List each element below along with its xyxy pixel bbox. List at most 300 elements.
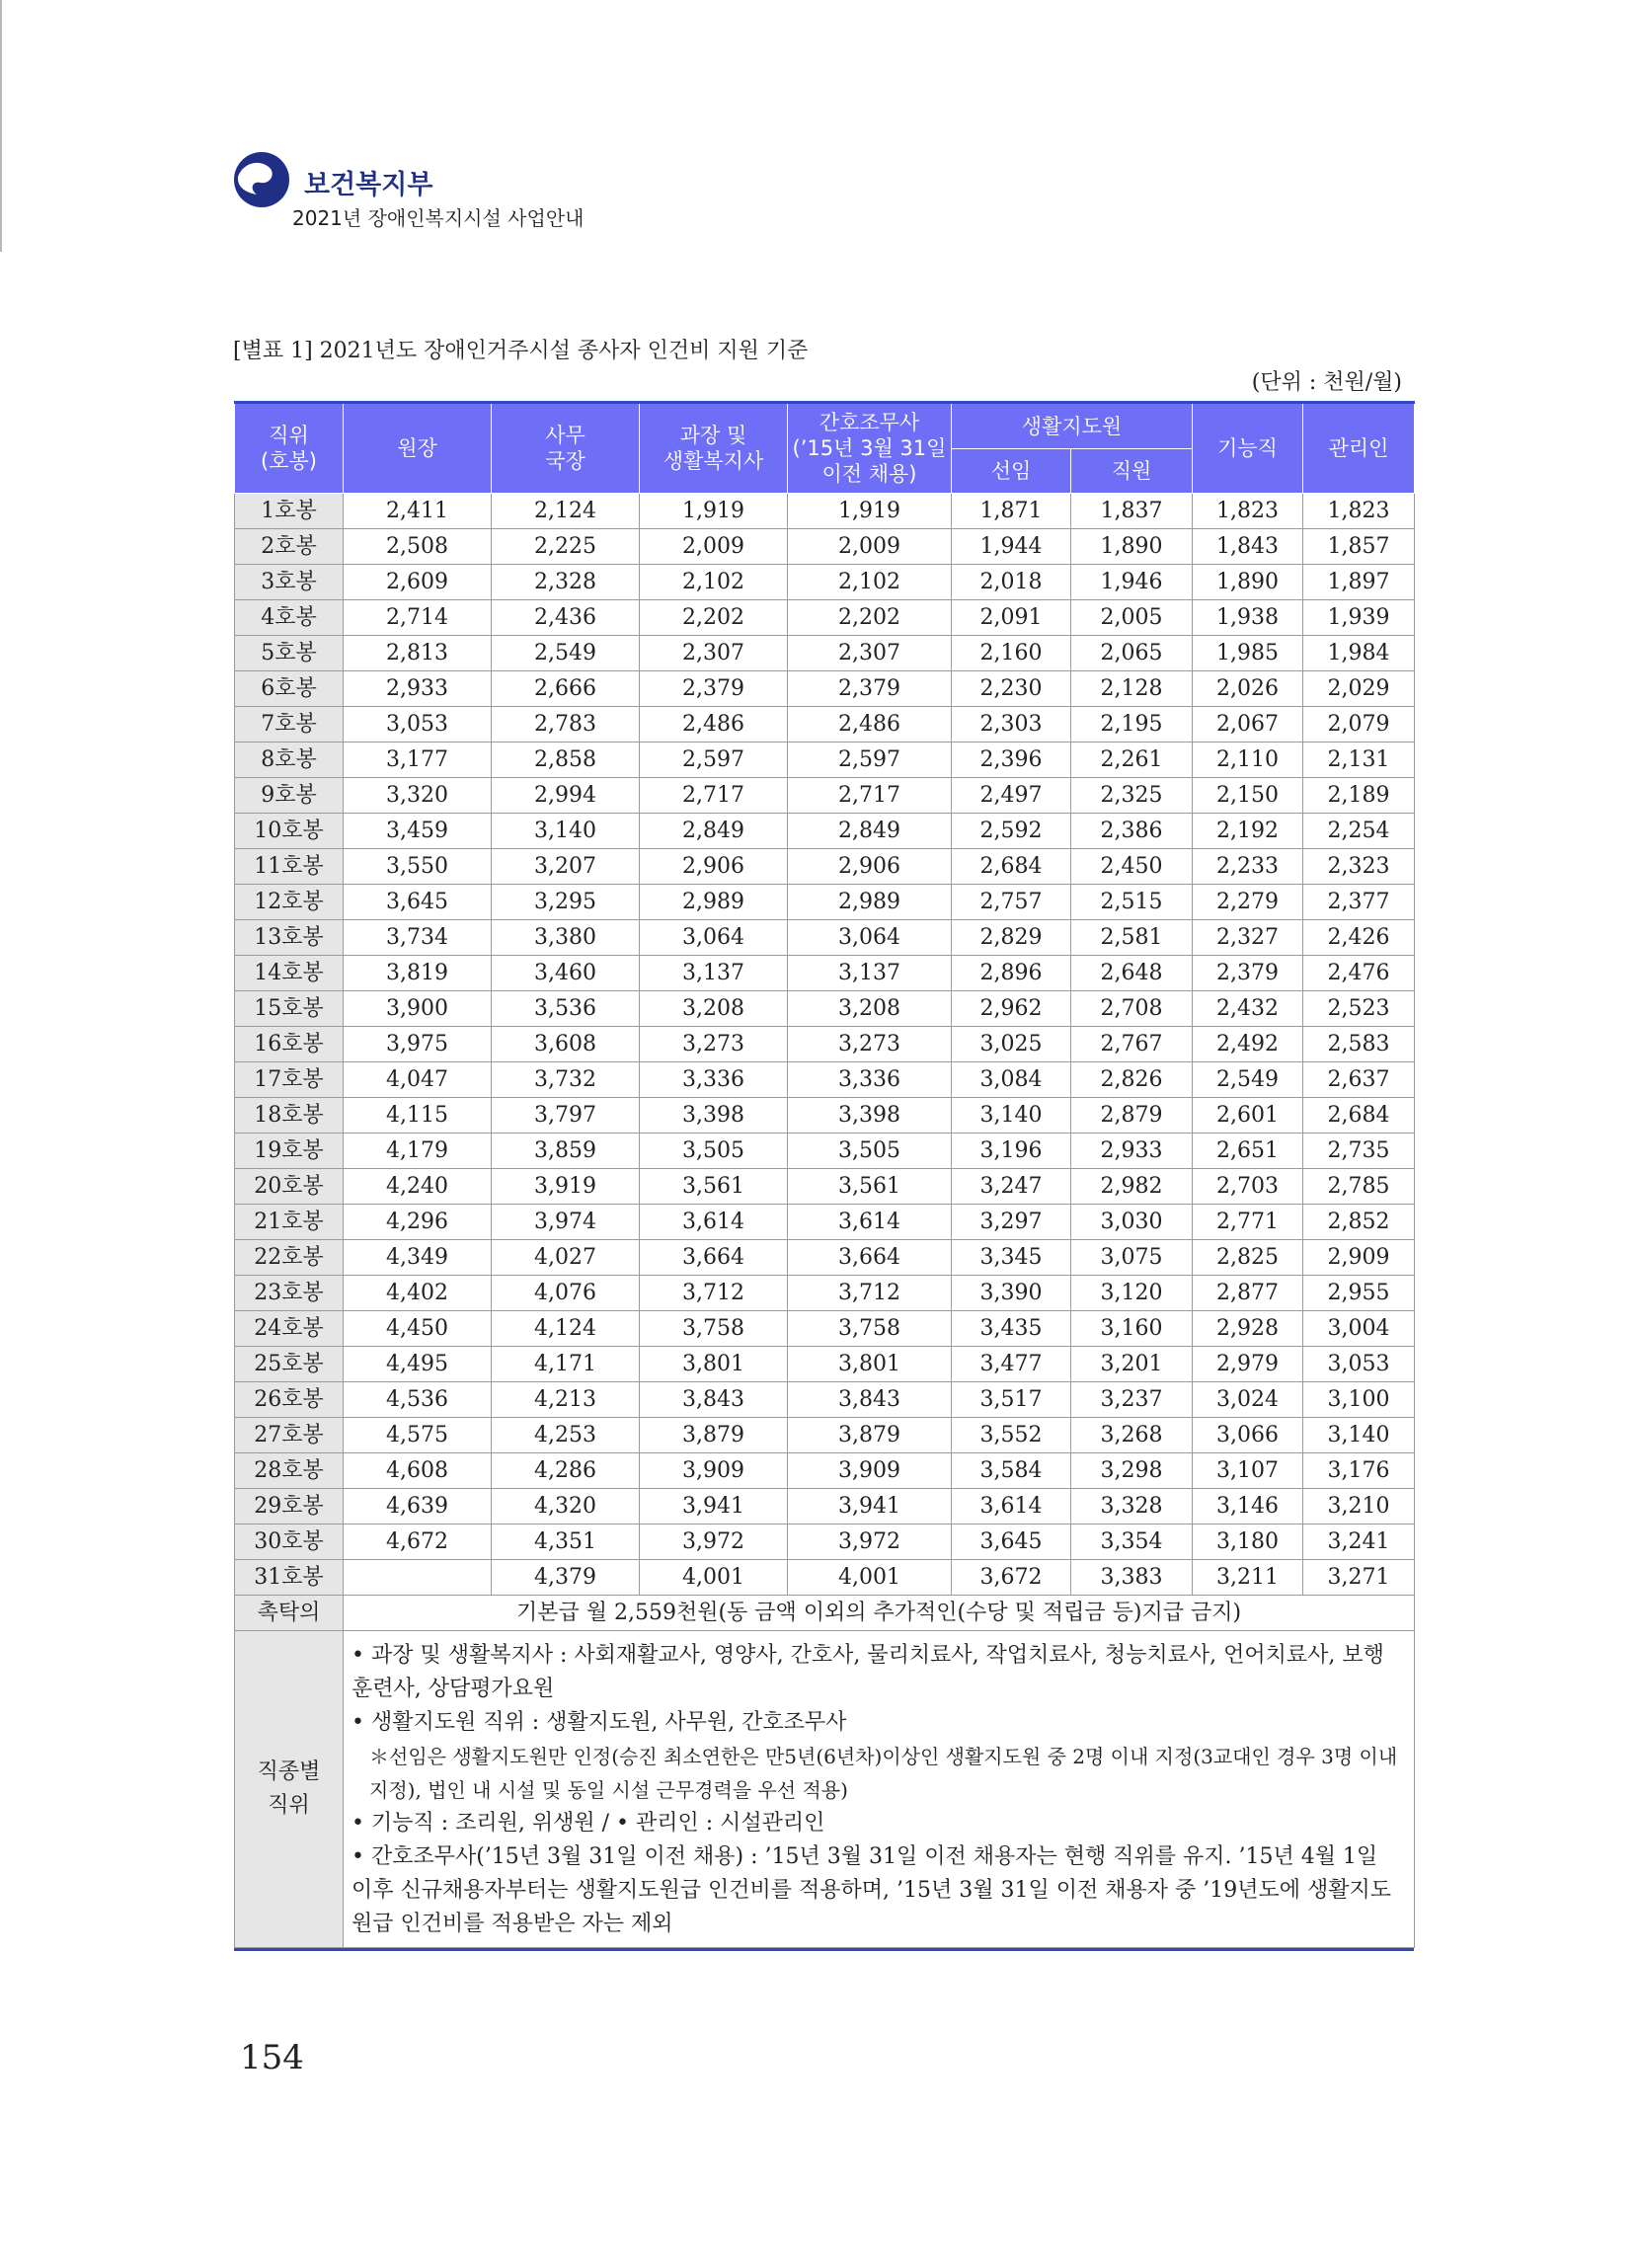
- value-cell: 2,009: [640, 529, 788, 565]
- value-cell: 4,047: [344, 1062, 492, 1098]
- value-cell: 2,684: [1303, 1098, 1415, 1134]
- table-row: [235, 885, 1415, 920]
- table-row: [235, 1276, 1415, 1311]
- table-row: [235, 1525, 1415, 1560]
- value-cell: 3,137: [640, 956, 788, 991]
- value-cell: 1,837: [1071, 494, 1193, 529]
- value-cell: 3,380: [492, 920, 640, 956]
- value-cell: 3,328: [1071, 1489, 1193, 1525]
- value-cell: 2,783: [492, 707, 640, 743]
- value-cell: 4,349: [344, 1240, 492, 1276]
- value-cell: 4,536: [344, 1382, 492, 1418]
- value-cell: 3,879: [788, 1418, 952, 1453]
- value-cell: 3,975: [344, 1027, 492, 1062]
- grade-cell: 2호봉: [235, 529, 344, 565]
- col-header-life-staff: 직원: [1071, 449, 1193, 494]
- value-cell: 2,933: [1071, 1134, 1193, 1169]
- value-cell: 4,351: [492, 1525, 640, 1560]
- note-item: • 과장 및 생활복지사 : 사회재활교사, 영양사, 간호사, 물리치료사, 작업치료사, 청능치료사, 언어치료사, 보행훈련사, 상담평가요원: [351, 1643, 1384, 1701]
- value-cell: 3,614: [952, 1489, 1071, 1525]
- value-cell: 3,477: [952, 1347, 1071, 1382]
- value-cell: 2,396: [952, 743, 1071, 778]
- value-cell: 4,450: [344, 1311, 492, 1347]
- note-item: ＊선임은 생활지도원만 인정(승진 최소연한은 만5년(6년차)이상인 생활지도원 중 2명 이내 지정(3교대인 경우 3명 이내 지정), 법인 내 시설 및 동일 시설 근무경력을 우선 적용): [369, 1745, 1398, 1802]
- value-cell: 2,005: [1071, 600, 1193, 636]
- value-cell: 3,180: [1193, 1525, 1303, 1560]
- value-cell: 4,240: [344, 1169, 492, 1205]
- value-cell: 2,714: [344, 600, 492, 636]
- value-cell: 2,128: [1071, 671, 1193, 707]
- value-cell: 2,411: [344, 494, 492, 529]
- value-cell: 2,955: [1303, 1276, 1415, 1311]
- value-cell: 3,517: [952, 1382, 1071, 1418]
- value-cell: 1,919: [788, 494, 952, 529]
- value-cell: 3,712: [788, 1276, 952, 1311]
- value-cell: 1,823: [1303, 494, 1415, 529]
- value-cell: 3,390: [952, 1276, 1071, 1311]
- value-cell: 1,823: [1193, 494, 1303, 529]
- grade-cell: 3호봉: [235, 565, 344, 600]
- value-cell: 3,614: [640, 1205, 788, 1240]
- value-cell: 3,383: [1071, 1560, 1193, 1596]
- value-cell: 4,608: [344, 1453, 492, 1489]
- value-cell: 2,279: [1193, 885, 1303, 920]
- grade-cell: 29호봉: [235, 1489, 344, 1525]
- value-cell: 2,909: [1303, 1240, 1415, 1276]
- grade-cell: 26호봉: [235, 1382, 344, 1418]
- grade-cell: 12호봉: [235, 885, 344, 920]
- value-cell: 4,286: [492, 1453, 640, 1489]
- value-cell: 3,843: [640, 1382, 788, 1418]
- notes-row: [235, 1631, 1415, 1948]
- value-cell: 1,946: [1071, 565, 1193, 600]
- value-cell: 2,261: [1071, 743, 1193, 778]
- value-cell: 2,379: [1193, 956, 1303, 991]
- grade-cell: 6호봉: [235, 671, 344, 707]
- value-cell: 2,230: [952, 671, 1071, 707]
- table-row: [235, 1134, 1415, 1169]
- value-cell: 3,024: [1193, 1382, 1303, 1418]
- table-row: [235, 565, 1415, 600]
- value-cell: 2,508: [344, 529, 492, 565]
- value-cell: 2,079: [1303, 707, 1415, 743]
- salary-table: [234, 401, 1415, 1948]
- value-cell: 3,137: [788, 956, 952, 991]
- value-cell: 3,732: [492, 1062, 640, 1098]
- grade-cell: 27호봉: [235, 1418, 344, 1453]
- value-cell: 3,505: [640, 1134, 788, 1169]
- value-cell: 2,009: [788, 529, 952, 565]
- value-cell: 3,271: [1303, 1560, 1415, 1596]
- value-cell: 4,639: [344, 1489, 492, 1525]
- value-cell: 2,323: [1303, 849, 1415, 885]
- value-cell: 1,857: [1303, 529, 1415, 565]
- value-cell: 3,972: [788, 1525, 952, 1560]
- table-row: [235, 920, 1415, 956]
- grade-cell: 8호봉: [235, 743, 344, 778]
- contract-text: 기본급 월 2,559천원(동 금액 이외의 추가적인(수당 및 적립금 등)지급 금지): [344, 1596, 1415, 1631]
- value-cell: 3,550: [344, 849, 492, 885]
- value-cell: 3,210: [1303, 1489, 1415, 1525]
- value-cell: 4,379: [492, 1560, 640, 1596]
- value-cell: 3,120: [1071, 1276, 1193, 1311]
- value-cell: 2,609: [344, 565, 492, 600]
- grade-cell: 28호봉: [235, 1453, 344, 1489]
- table-row: [235, 636, 1415, 671]
- value-cell: 3,025: [952, 1027, 1071, 1062]
- value-cell: 3,664: [640, 1240, 788, 1276]
- grade-cell: 1호봉: [235, 494, 344, 529]
- value-cell: 2,597: [788, 743, 952, 778]
- value-cell: 3,758: [788, 1311, 952, 1347]
- value-cell: 2,523: [1303, 991, 1415, 1027]
- col-header-life-senior: 선임: [952, 449, 1071, 494]
- value-cell: 2,189: [1303, 778, 1415, 814]
- value-cell: 4,575: [344, 1418, 492, 1453]
- value-cell: 3,909: [640, 1453, 788, 1489]
- value-cell: 3,336: [788, 1062, 952, 1098]
- value-cell: 2,067: [1193, 707, 1303, 743]
- value-cell: 3,614: [788, 1205, 952, 1240]
- value-cell: 3,066: [1193, 1418, 1303, 1453]
- value-cell: 2,307: [640, 636, 788, 671]
- value-cell: 3,146: [1193, 1489, 1303, 1525]
- value-cell: 4,253: [492, 1418, 640, 1453]
- grade-cell: 23호봉: [235, 1276, 344, 1311]
- value-cell: 2,597: [640, 743, 788, 778]
- value-cell: 2,026: [1193, 671, 1303, 707]
- note-item: • 생활지도원 직위 : 생활지도원, 사무원, 간호조무사: [351, 1710, 847, 1735]
- value-cell: 3,084: [952, 1062, 1071, 1098]
- value-cell: 2,110: [1193, 743, 1303, 778]
- page-number: 154: [240, 2038, 304, 2077]
- value-cell: 3,536: [492, 991, 640, 1027]
- page-edge-line: [0, 0, 2, 252]
- value-cell: 3,354: [1071, 1525, 1193, 1560]
- table-row: [235, 849, 1415, 885]
- value-cell: 3,208: [788, 991, 952, 1027]
- value-cell: 3,201: [1071, 1347, 1193, 1382]
- value-cell: 3,664: [788, 1240, 952, 1276]
- value-cell: 3,075: [1071, 1240, 1193, 1276]
- value-cell: 3,298: [1071, 1453, 1193, 1489]
- table-row: [235, 956, 1415, 991]
- grade-cell: 7호봉: [235, 707, 344, 743]
- value-cell: 2,826: [1071, 1062, 1193, 1098]
- value-cell: 2,124: [492, 494, 640, 529]
- value-cell: 2,708: [1071, 991, 1193, 1027]
- value-cell: 2,989: [640, 885, 788, 920]
- table-row: [235, 991, 1415, 1027]
- value-cell: 3,919: [492, 1169, 640, 1205]
- value-cell: 2,131: [1303, 743, 1415, 778]
- value-cell: 2,386: [1071, 814, 1193, 849]
- col-header-nursing: 간호조무사 (’15년 3월 31일 이전 채용): [788, 403, 952, 494]
- col-header-director: 원장: [344, 403, 492, 494]
- value-cell: 4,171: [492, 1347, 640, 1382]
- value-cell: 3,336: [640, 1062, 788, 1098]
- value-cell: 2,426: [1303, 920, 1415, 956]
- value-cell: 3,552: [952, 1418, 1071, 1453]
- note-item: • 기능직 : 조리원, 위생원 / • 관리인 : 시설관리인: [351, 1811, 825, 1836]
- value-cell: 2,065: [1071, 636, 1193, 671]
- notes-cell: [344, 1631, 1415, 1948]
- value-cell: 3,268: [1071, 1418, 1193, 1453]
- value-cell: 3,140: [1303, 1418, 1415, 1453]
- value-cell: 3,879: [640, 1418, 788, 1453]
- value-cell: 3,645: [952, 1525, 1071, 1560]
- value-cell: 3,064: [788, 920, 952, 956]
- value-cell: 3,177: [344, 743, 492, 778]
- value-cell: 2,379: [640, 671, 788, 707]
- grade-cell: 10호봉: [235, 814, 344, 849]
- value-cell: 3,843: [788, 1382, 952, 1418]
- value-cell: 1,871: [952, 494, 1071, 529]
- value-cell: [344, 1560, 492, 1596]
- grade-cell: 18호봉: [235, 1098, 344, 1134]
- value-cell: 2,303: [952, 707, 1071, 743]
- value-cell: 4,402: [344, 1276, 492, 1311]
- value-cell: 2,492: [1193, 1027, 1303, 1062]
- value-cell: 2,195: [1071, 707, 1193, 743]
- grade-cell: 21호봉: [235, 1205, 344, 1240]
- table-row: [235, 1169, 1415, 1205]
- value-cell: 3,801: [640, 1347, 788, 1382]
- table-row: [235, 529, 1415, 565]
- value-cell: 3,801: [788, 1347, 952, 1382]
- grade-cell: 30호봉: [235, 1525, 344, 1560]
- value-cell: 3,561: [640, 1169, 788, 1205]
- value-cell: 3,584: [952, 1453, 1071, 1489]
- col-header-manager: 과장 및 생활복지사: [640, 403, 788, 494]
- value-cell: 4,027: [492, 1240, 640, 1276]
- table-row: [235, 1418, 1415, 1453]
- value-cell: 3,561: [788, 1169, 952, 1205]
- table-bottom-rule: [234, 1948, 1414, 1951]
- value-cell: 2,962: [952, 991, 1071, 1027]
- value-cell: 3,100: [1303, 1382, 1415, 1418]
- value-cell: 3,974: [492, 1205, 640, 1240]
- grade-cell: 25호봉: [235, 1347, 344, 1382]
- value-cell: 1,843: [1193, 529, 1303, 565]
- value-cell: 3,053: [1303, 1347, 1415, 1382]
- value-cell: 2,325: [1071, 778, 1193, 814]
- value-cell: 1,944: [952, 529, 1071, 565]
- value-cell: 3,053: [344, 707, 492, 743]
- value-cell: 2,436: [492, 600, 640, 636]
- value-cell: 2,757: [952, 885, 1071, 920]
- value-cell: 4,179: [344, 1134, 492, 1169]
- value-cell: 2,933: [344, 671, 492, 707]
- table-row: [235, 1311, 1415, 1347]
- value-cell: 2,254: [1303, 814, 1415, 849]
- value-cell: 2,877: [1193, 1276, 1303, 1311]
- value-cell: 3,241: [1303, 1525, 1415, 1560]
- value-cell: 2,813: [344, 636, 492, 671]
- value-cell: 2,735: [1303, 1134, 1415, 1169]
- grade-cell: 5호봉: [235, 636, 344, 671]
- unit-label: (단위 : 천원/월): [1251, 370, 1402, 395]
- table-header: [235, 403, 1415, 494]
- value-cell: 3,819: [344, 956, 492, 991]
- value-cell: 2,328: [492, 565, 640, 600]
- value-cell: 3,859: [492, 1134, 640, 1169]
- value-cell: 2,928: [1193, 1311, 1303, 1347]
- value-cell: 3,758: [640, 1311, 788, 1347]
- value-cell: 2,852: [1303, 1205, 1415, 1240]
- table-row: [235, 1382, 1415, 1418]
- value-cell: 4,124: [492, 1311, 640, 1347]
- value-cell: 2,018: [952, 565, 1071, 600]
- value-cell: 2,989: [788, 885, 952, 920]
- value-cell: 3,160: [1071, 1311, 1193, 1347]
- value-cell: 3,797: [492, 1098, 640, 1134]
- value-cell: 2,637: [1303, 1062, 1415, 1098]
- value-cell: 3,398: [788, 1098, 952, 1134]
- value-cell: 2,717: [788, 778, 952, 814]
- table-row: [235, 1027, 1415, 1062]
- table-row: [235, 1062, 1415, 1098]
- grade-cell: 31호봉: [235, 1560, 344, 1596]
- col-header-life-group: 생활지도원: [952, 403, 1193, 449]
- value-cell: 3,295: [492, 885, 640, 920]
- value-cell: 2,906: [788, 849, 952, 885]
- value-cell: 2,583: [1303, 1027, 1415, 1062]
- value-cell: 1,890: [1193, 565, 1303, 600]
- value-cell: 2,192: [1193, 814, 1303, 849]
- notes-label: 직종별 직위: [235, 1631, 344, 1948]
- value-cell: 3,941: [788, 1489, 952, 1525]
- value-cell: 3,247: [952, 1169, 1071, 1205]
- value-cell: 2,581: [1071, 920, 1193, 956]
- value-cell: 2,648: [1071, 956, 1193, 991]
- col-header-secretary: 사무 국장: [492, 403, 640, 494]
- col-header-grade: 직위 (호봉): [235, 403, 344, 494]
- document-subtitle: 2021년 장애인복지시설 사업안내: [292, 206, 585, 230]
- value-cell: 2,858: [492, 743, 640, 778]
- value-cell: 3,972: [640, 1525, 788, 1560]
- ministry-name: 보건복지부: [304, 170, 433, 200]
- value-cell: 2,202: [788, 600, 952, 636]
- value-cell: 3,672: [952, 1560, 1071, 1596]
- value-cell: 4,213: [492, 1382, 640, 1418]
- value-cell: 2,703: [1193, 1169, 1303, 1205]
- value-cell: 3,176: [1303, 1453, 1415, 1489]
- value-cell: 3,734: [344, 920, 492, 956]
- table-row: [235, 494, 1415, 529]
- value-cell: 3,004: [1303, 1311, 1415, 1347]
- value-cell: 3,900: [344, 991, 492, 1027]
- table-row: [235, 814, 1415, 849]
- value-cell: 2,651: [1193, 1134, 1303, 1169]
- value-cell: 3,435: [952, 1311, 1071, 1347]
- value-cell: 2,896: [952, 956, 1071, 991]
- table-row: [235, 1098, 1415, 1134]
- value-cell: 3,909: [788, 1453, 952, 1489]
- value-cell: 3,140: [492, 814, 640, 849]
- table-row: [235, 1489, 1415, 1525]
- value-cell: 2,202: [640, 600, 788, 636]
- value-cell: 2,160: [952, 636, 1071, 671]
- value-cell: 2,476: [1303, 956, 1415, 991]
- value-cell: 2,233: [1193, 849, 1303, 885]
- value-cell: 2,515: [1071, 885, 1193, 920]
- grade-cell: 17호봉: [235, 1062, 344, 1098]
- value-cell: 3,273: [640, 1027, 788, 1062]
- table-row: [235, 778, 1415, 814]
- grade-cell: 11호봉: [235, 849, 344, 885]
- value-cell: 2,767: [1071, 1027, 1193, 1062]
- value-cell: 3,196: [952, 1134, 1071, 1169]
- value-cell: 3,505: [788, 1134, 952, 1169]
- value-cell: 2,102: [788, 565, 952, 600]
- table-row: [235, 1205, 1415, 1240]
- grade-cell: 15호봉: [235, 991, 344, 1027]
- grade-cell: 24호봉: [235, 1311, 344, 1347]
- table-row: [235, 600, 1415, 636]
- table-row: [235, 707, 1415, 743]
- value-cell: 2,307: [788, 636, 952, 671]
- col-header-technical: 기능직: [1193, 403, 1303, 494]
- value-cell: 2,825: [1193, 1240, 1303, 1276]
- value-cell: 1,939: [1303, 600, 1415, 636]
- contract-label: 촉탁의: [235, 1596, 344, 1631]
- value-cell: 4,320: [492, 1489, 640, 1525]
- value-cell: 3,345: [952, 1240, 1071, 1276]
- value-cell: 3,211: [1193, 1560, 1303, 1596]
- value-cell: 2,549: [1193, 1062, 1303, 1098]
- value-cell: 3,297: [952, 1205, 1071, 1240]
- table-body: [235, 494, 1415, 1596]
- table-row: [235, 671, 1415, 707]
- value-cell: 3,459: [344, 814, 492, 849]
- value-cell: 2,879: [1071, 1098, 1193, 1134]
- value-cell: 2,225: [492, 529, 640, 565]
- value-cell: 2,979: [1193, 1347, 1303, 1382]
- value-cell: 1,890: [1071, 529, 1193, 565]
- value-cell: 2,601: [1193, 1098, 1303, 1134]
- value-cell: 2,982: [1071, 1169, 1193, 1205]
- col-header-facility: 관리인: [1303, 403, 1415, 494]
- value-cell: 2,029: [1303, 671, 1415, 707]
- grade-cell: 22호봉: [235, 1240, 344, 1276]
- value-cell: 4,296: [344, 1205, 492, 1240]
- value-cell: 2,091: [952, 600, 1071, 636]
- grade-cell: 16호봉: [235, 1027, 344, 1062]
- value-cell: 2,327: [1193, 920, 1303, 956]
- value-cell: 2,486: [640, 707, 788, 743]
- value-cell: 1,938: [1193, 600, 1303, 636]
- table-row: [235, 1347, 1415, 1382]
- table-row: [235, 1453, 1415, 1489]
- note-item: • 간호조무사(’15년 3월 31일 이전 채용) : ’15년 3월 31일 이전 채용자는 현행 직위를 유지. ’15년 4월 1일 이후 신규채용자부터는 생활지도원급 인건비를 적용하며, ’15년 3월 31일 이전 채용자 중 ’19년도에 생활지도원급 인건비를 적용받은 자는 제외: [351, 1844, 1391, 1936]
- value-cell: 3,320: [344, 778, 492, 814]
- value-cell: 4,115: [344, 1098, 492, 1134]
- value-cell: 2,717: [640, 778, 788, 814]
- value-cell: 2,102: [640, 565, 788, 600]
- value-cell: 2,906: [640, 849, 788, 885]
- table-row: [235, 1560, 1415, 1596]
- value-cell: 2,432: [1193, 991, 1303, 1027]
- value-cell: 1,984: [1303, 636, 1415, 671]
- value-cell: 2,486: [788, 707, 952, 743]
- value-cell: 1,897: [1303, 565, 1415, 600]
- contract-row: [235, 1596, 1415, 1631]
- value-cell: 3,712: [640, 1276, 788, 1311]
- value-cell: 2,785: [1303, 1169, 1415, 1205]
- value-cell: 2,379: [788, 671, 952, 707]
- value-cell: 3,608: [492, 1027, 640, 1062]
